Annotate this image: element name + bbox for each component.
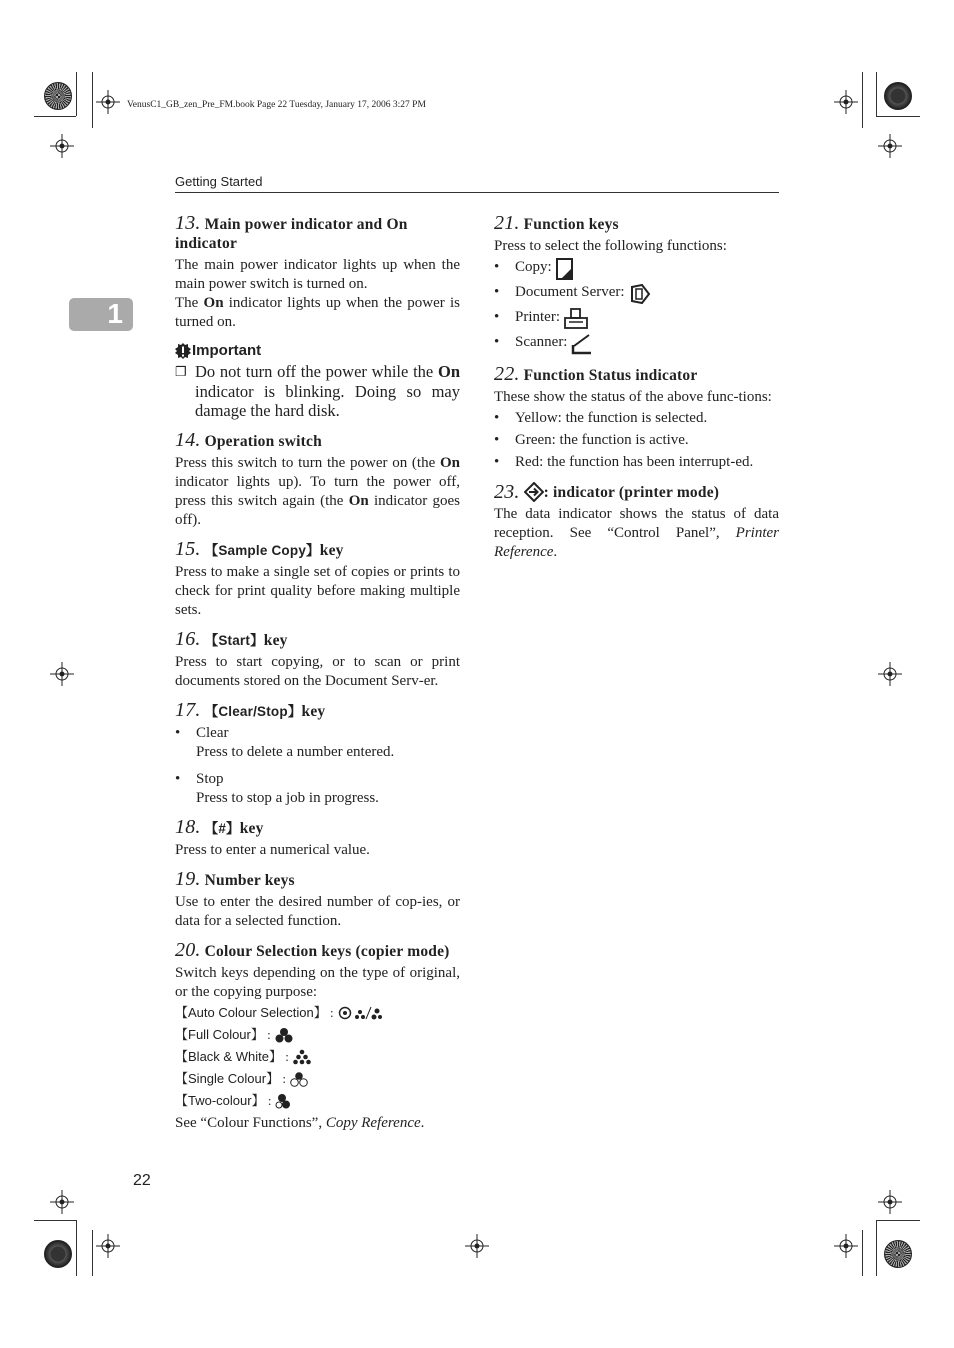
color-registration-rose [884, 82, 912, 110]
color-registration-rose [884, 1240, 912, 1268]
paragraph: These show the status of the above func-tions: [494, 389, 772, 405]
registration-mark-icon [96, 1234, 120, 1258]
two-colour-icon [275, 1093, 293, 1109]
section-23 [494, 482, 779, 562]
single-colour-icon [290, 1071, 308, 1087]
registration-mark-icon [50, 134, 74, 158]
data-indicator-icon [524, 482, 544, 502]
print-slug: VenusC1_GB_zen_Pre_FM.book Page 22 Tuesday, January 17, 2006 3:27 PM [127, 100, 426, 110]
colour-key-row: 【Single Colour】 : [175, 1068, 460, 1090]
colour-key-row: 【Two-colour】 : [175, 1090, 460, 1112]
important-note [175, 342, 460, 421]
paragraph: Press to make a single set of copies or prints to check for print quality before making multiple sets. [175, 563, 460, 618]
section-16 [175, 627, 460, 691]
colour-key-row: 【Full Colour】 : [175, 1024, 460, 1046]
paragraph: The On indicator lights up when the power is turned on. [175, 295, 460, 330]
list-item: • Document Server: [494, 283, 779, 305]
registration-mark-icon [834, 1234, 858, 1258]
section-heading: 15. 【Sample Copy】key [175, 537, 344, 560]
section-22 [494, 365, 779, 472]
header-rule [175, 192, 779, 193]
important-item: ❒ Do not turn off the power while the On indicator is blinking. Doing so may damage the hard disk. [175, 362, 460, 420]
running-head: Getting Started [175, 174, 263, 189]
list-item: • Copy: [494, 258, 779, 280]
left-column [175, 214, 460, 1143]
paragraph: Switch keys depending on the type of original, or the copying purpose: [175, 964, 460, 1000]
list-item: • Red: the function has been interrupt-ed. [494, 454, 754, 470]
paragraph: See “Colour Functions”, Copy Reference. [175, 1114, 425, 1131]
section-13 [175, 214, 460, 332]
section-14 [175, 428, 460, 530]
paragraph: Press this switch to turn the power on (the On indicator lights up). To turn the power off, press this switch again (the On indicator goes off). [175, 454, 460, 528]
important-heading: Important [175, 342, 460, 359]
paragraph: Press to start copying, or to scan or print documents stored on the Document Serv-er. [175, 653, 460, 689]
registration-mark-icon [50, 1190, 74, 1214]
registration-mark-icon [878, 1190, 902, 1214]
color-registration-rose [44, 1240, 72, 1268]
status-list [494, 409, 779, 472]
right-column [494, 214, 779, 572]
section-heading: 23. : indicator (printer mode) [494, 480, 720, 503]
black-white-icon [293, 1049, 311, 1065]
paragraph: Press to enter a numerical value. [175, 841, 370, 858]
printer-icon [564, 308, 588, 330]
scanner-icon [571, 333, 593, 355]
colour-key-row: 【Auto Colour Selection】 : [175, 1002, 460, 1024]
function-list [494, 258, 779, 355]
section-21 [494, 214, 779, 355]
section-heading: 19. Number keys [175, 867, 295, 890]
section-20 [175, 938, 460, 1133]
section-heading: 20. Colour Selection keys (copier mode) [175, 938, 450, 961]
paragraph: The data indicator shows the status of data reception. See “Control Panel”, Printer Reference. [494, 506, 779, 560]
registration-mark-icon [878, 662, 902, 686]
list-item: • Printer: [494, 308, 779, 330]
registration-mark-icon [834, 90, 858, 114]
colour-key-list [175, 1002, 460, 1112]
section-heading: 16. 【Start】key [175, 627, 288, 650]
registration-mark-icon [465, 1234, 489, 1258]
list-item: • Green: the function is active. [494, 432, 689, 448]
section-18 [175, 815, 460, 860]
section-17 [175, 698, 460, 808]
list-item: • Yellow: the function is selected. [494, 410, 708, 426]
important-icon [175, 343, 191, 359]
paragraph: Use to enter the desired number of cop-ies, or data for a selected function. [175, 893, 460, 929]
page-number: 22 [133, 1172, 151, 1189]
paragraph: Press to select the following functions: [494, 238, 727, 254]
section-heading: 17. 【Clear/Stop】key [175, 698, 326, 721]
chapter-tab: 1 [69, 298, 133, 331]
colour-key-row: 【Black & White】 : [175, 1046, 460, 1068]
checkbox-icon: ❒ [175, 364, 187, 379]
registration-mark-icon [96, 90, 120, 114]
registration-mark-icon [50, 662, 74, 686]
section-heading: 13. Main power indicator and On indicator [175, 212, 408, 252]
registration-mark-icon [878, 134, 902, 158]
section-heading: 21. Function keys [494, 212, 619, 234]
copy-icon [556, 258, 574, 280]
color-registration-rose [44, 82, 72, 110]
paragraph: The main power indicator lights up when the main power switch is turned on. [175, 257, 460, 292]
auto-colour-icon [338, 1006, 382, 1020]
section-heading: 18. 【#】key [175, 815, 264, 838]
section-19 [175, 867, 460, 931]
section-15 [175, 537, 460, 620]
list-item: • Scanner: [494, 333, 779, 355]
bullet-list [175, 724, 460, 808]
full-colour-icon [275, 1027, 293, 1043]
section-heading: 22. Function Status indicator [494, 363, 698, 385]
document-server-icon [629, 283, 651, 305]
section-heading: 14. Operation switch [175, 428, 322, 451]
list-item: • Stop Press to stop a job in progress. [175, 770, 379, 806]
list-item: • Clear Press to delete a number entered. [175, 724, 395, 760]
